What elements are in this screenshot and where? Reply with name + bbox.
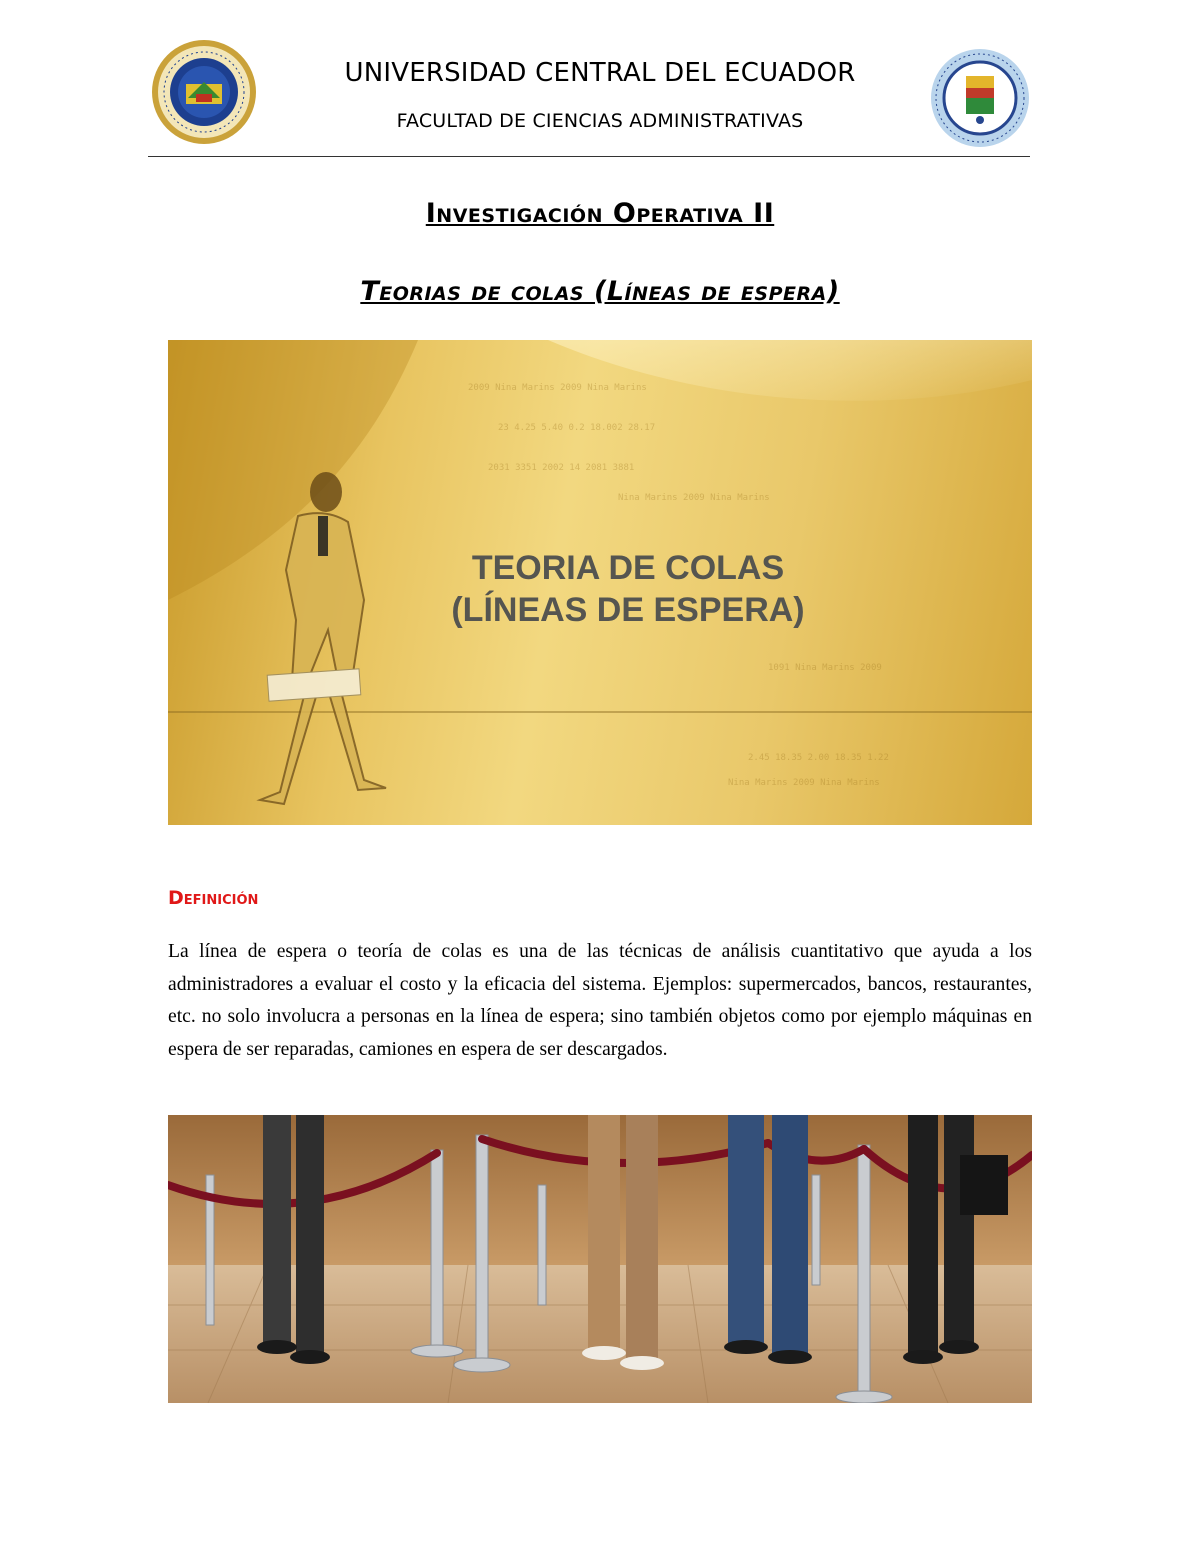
faculty-subtitle: FACULTAD DE CIENCIAS ADMINISTRATIVAS <box>396 110 804 132</box>
banner-title-line2: (LÍNEAS DE ESPERA) <box>451 591 805 629</box>
header-divider <box>148 156 1030 157</box>
definition-heading: Definición <box>168 887 259 909</box>
people-waiting-in-line-photo <box>168 1115 1032 1403</box>
svg-text:Nina Marins 2009 Nina Marins: Nina Marins 2009 Nina Marins <box>618 493 770 503</box>
university-title: UNIVERSIDAD CENTRAL DEL ECUADOR <box>344 58 856 88</box>
svg-text:2009 Nina Marins 2009 Nina Mar: 2009 Nina Marins 2009 Nina Marins <box>468 383 647 393</box>
svg-text:1091 Nina Marins 2009: 1091 Nina Marins 2009 <box>768 663 882 673</box>
topic-title: Teorias de colas (Líneas de espera) <box>360 276 840 307</box>
svg-text:2031 3351 2002 14 2081 3881: 2031 3351 2002 14 2081 3881 <box>488 463 635 473</box>
svg-text:Nina Marins 2009 Nina Marins: Nina Marins 2009 Nina Marins <box>728 778 880 788</box>
course-title: Investigación Operativa II <box>425 198 775 229</box>
svg-text:2.45 18.35 2.00 18.35 1.22: 2.45 18.35 2.00 18.35 1.22 <box>748 753 889 763</box>
banner-title-line1: TEORIA DE COLAS <box>471 549 785 587</box>
svg-text:23 4.25 5.40 0.2 18.002 28.17: 23 4.25 5.40 0.2 18.002 28.17 <box>498 423 656 433</box>
queue-theory-banner-image <box>168 340 1032 825</box>
definition-paragraph: La línea de espera o teoría de colas es una de las técnicas de análisis cuantitativo que ayuda a los administradores a evaluar el costo y la eficacia del sistema. Ejemplos: supermercados, bancos, restaurantes, etc. no solo involucra a personas en la línea de espera; sino también objetos como por ejemplo máquinas en espera de ser reparadas, camiones en espera de ser descargados. <box>168 941 1032 1060</box>
